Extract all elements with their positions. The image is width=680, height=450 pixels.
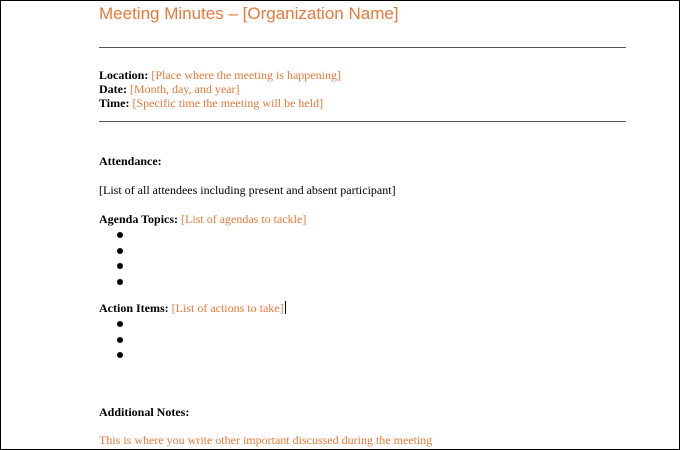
agenda-label: Agenda Topics: <box>99 212 179 226</box>
bullet-dot <box>117 337 123 343</box>
attendance-text[interactable]: [List of all attendees including present and absent participant] <box>99 183 396 197</box>
divider-bottom <box>99 121 626 122</box>
bullet-dot <box>117 263 123 269</box>
notes-text[interactable]: This is where you write other important discussed during the meeting <box>99 433 433 447</box>
document-title[interactable]: Meeting Minutes – [Organization Name] <box>99 4 399 23</box>
divider-top <box>99 47 626 48</box>
attendance-heading[interactable] <box>99 154 162 168</box>
bullet-dot <box>117 352 123 358</box>
action-items-heading[interactable] <box>99 301 286 315</box>
location-line[interactable] <box>99 68 341 82</box>
text-cursor <box>285 301 286 314</box>
date-value: [Month, day, and year] <box>129 82 240 96</box>
bullet-dot <box>117 279 123 285</box>
action-items-label: Action Items: <box>99 301 169 315</box>
date-line[interactable] <box>99 82 240 96</box>
bullet-dot <box>117 321 123 327</box>
location-label: Location: <box>99 68 149 82</box>
time-label: Time: <box>99 96 130 110</box>
notes-heading[interactable] <box>99 405 189 419</box>
agenda-heading[interactable] <box>99 212 306 226</box>
notes-label: Additional Notes: <box>99 405 190 419</box>
time-value: [Specific time the meeting will be held] <box>132 96 324 110</box>
bullet-dot <box>117 248 123 254</box>
attendance-label: Attendance: <box>99 154 162 168</box>
time-line[interactable] <box>99 96 323 110</box>
agenda-value: [List of agendas to tackle] <box>181 212 307 226</box>
action-items-value: [List of actions to take] <box>171 301 284 315</box>
location-value: [Place where the meeting is happening] <box>151 68 341 82</box>
bullet-dot <box>117 232 123 238</box>
date-label: Date: <box>99 82 127 96</box>
